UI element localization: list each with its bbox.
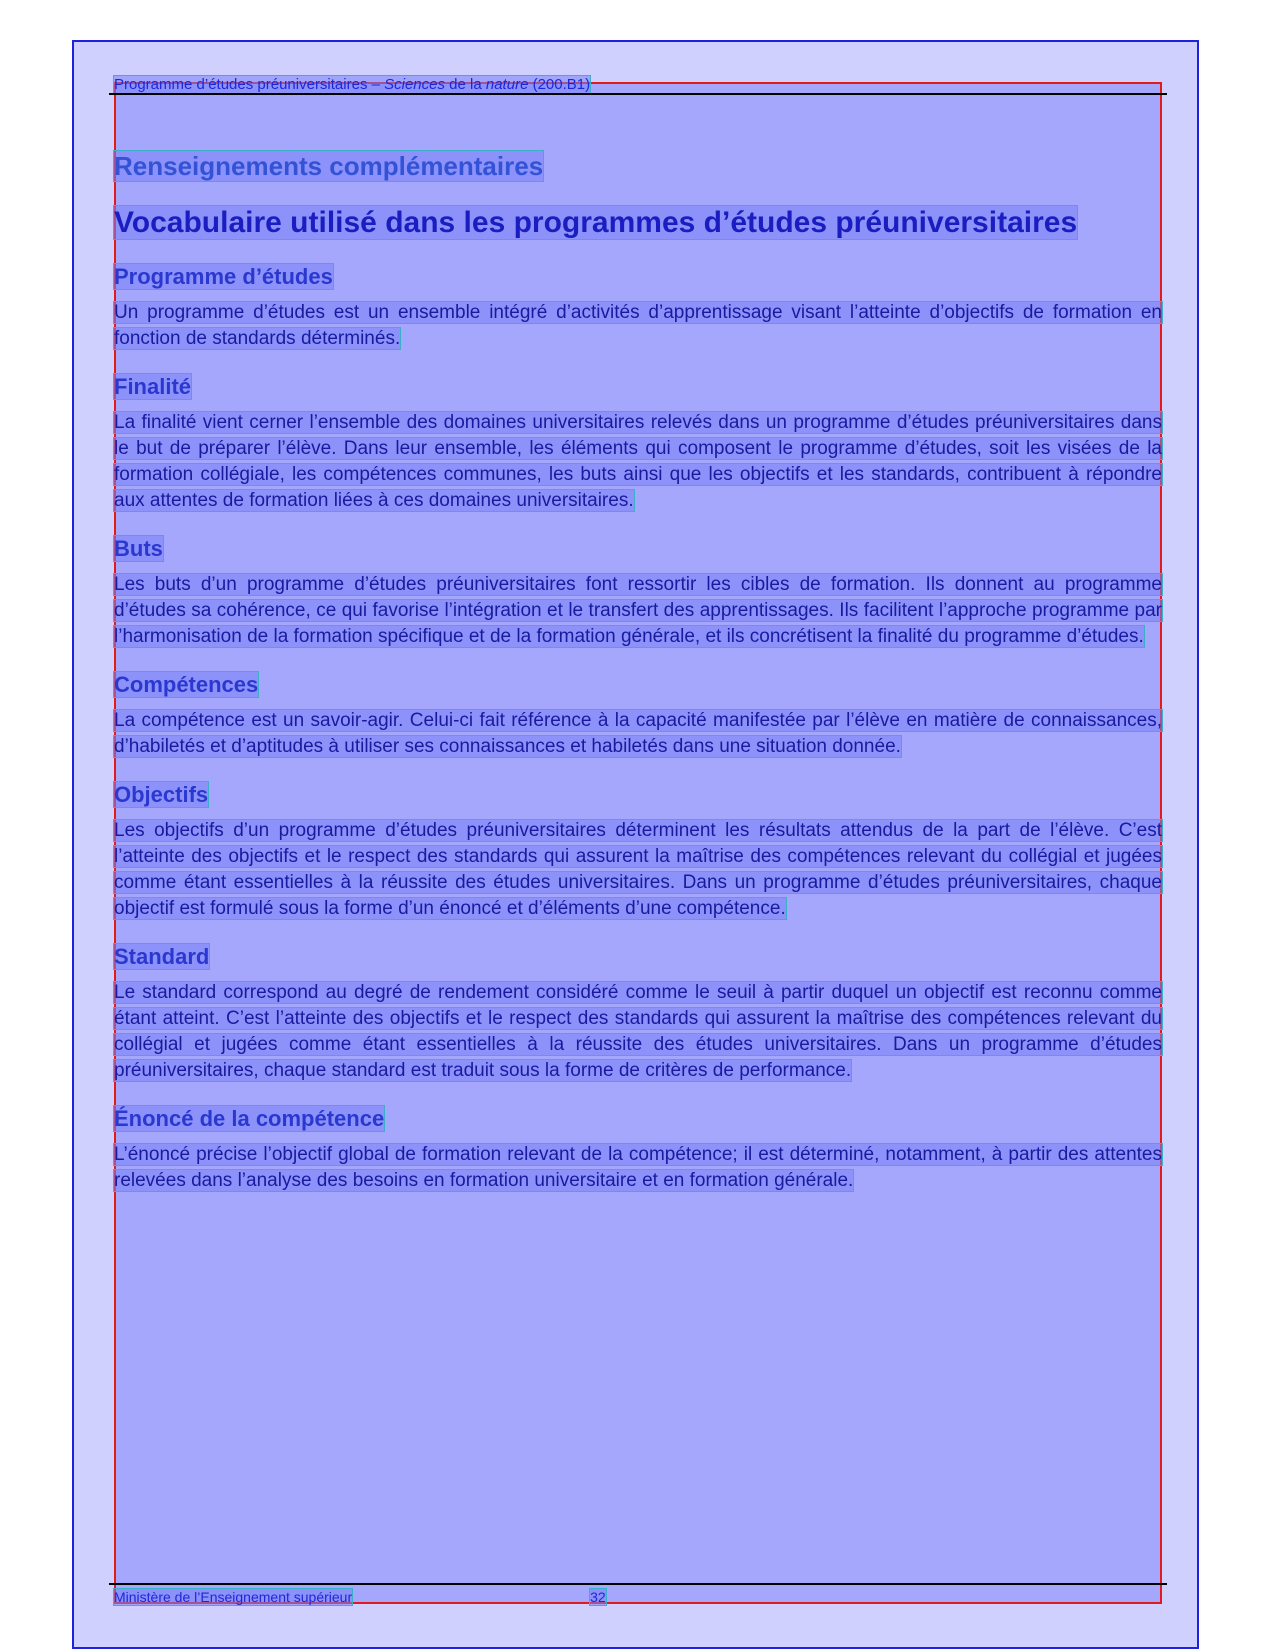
- paragraph-finalite: [114, 410, 1162, 514]
- header-suffix: (200.B1): [528, 76, 591, 93]
- header-middle: de la: [445, 76, 486, 93]
- paragraph-buts: [114, 572, 1162, 650]
- paragraph-standard-text: Le standard correspond au degré de rendement considéré comme le seuil à partir duquel un objectif est reconnu comme étant atteint. C’est l’atteinte des objectifs et le respect des standards qui assurent la maîtrise des compétences relevant du collégial et jugées comme étant essentielles à la réussite des études universitaires. Dans un programme d’études préuniversitaires, chaque standard est traduit sous la forme de critères de performance.: [114, 982, 1162, 1081]
- heading-standard: [114, 944, 1162, 970]
- paragraph-objectifs: [114, 818, 1162, 922]
- running-footer: [114, 1589, 606, 1605]
- paragraph-buts-text: Les buts d’un programme d’études préuniversitaires font ressortir les cibles de formation. Ils donnent au programme d’études sa cohérence, ce qui favorise l’intégration et le transfert des apprentissages. Ils facilitent l’approche programme par l’harmonisation de la formation spécifique et de la formation générale, et ils concrétisent la finalité du programme d’études.: [114, 574, 1162, 647]
- heading-competences-text: Compétences: [114, 672, 259, 697]
- heading-programme-text: Programme d’études: [114, 264, 333, 289]
- page-number: 32: [590, 1589, 606, 1605]
- paragraph-standard: [114, 980, 1162, 1084]
- paragraph-objectifs-text: Les objectifs d’un programme d’études préuniversitaires déterminent les résultats attendus de la part de l’élève. C’est l’atteinte des objectifs et le respect des standards qui assurent la maîtrise des compétences relevant du collégial et jugées comme étant essentielles à la réussite des études universitaires. Dans un programme d’études préuniversitaires, chaque objectif est formulé sous la forme d’un énoncé et d’éléments d’une compétence.: [114, 820, 1162, 919]
- main-title: [114, 204, 1162, 242]
- header-italic-nature: nature: [485, 76, 529, 93]
- heading-enonce-text: Énoncé de la compétence: [114, 1106, 385, 1131]
- heading-objectifs-text: Objectifs: [114, 782, 209, 807]
- footer-rule: [109, 1583, 1167, 1585]
- header-rule: [109, 93, 1167, 95]
- heading-buts-text: Buts: [114, 536, 163, 561]
- heading-programme: [114, 264, 1162, 290]
- header-italic-sciences: Sciences: [384, 76, 445, 93]
- paragraph-programme-text: Un programme d’études est un ensemble intégré d’activités d’apprentissage visant l’atteinte d’objectifs de formation en fonction de standards déterminés.: [114, 302, 1162, 349]
- paragraph-competences-text: La compétence est un savoir-agir. Celui-ci fait référence à la capacité manifestée par l’élève en matière de connaissances, d’habiletés et d’aptitudes à utiliser ses connaissances et habiletés dans une situation donnée.: [114, 710, 1162, 757]
- footer-ministry: Ministère de l’Enseignement supérieur: [114, 1589, 353, 1605]
- paragraph-programme: [114, 300, 1162, 352]
- main-title-text: Vocabulaire utilisé dans les programmes d’études préuniversitaires: [114, 206, 1078, 239]
- heading-buts: [114, 536, 1162, 562]
- heading-competences: [114, 672, 1162, 698]
- heading-objectifs: [114, 782, 1162, 808]
- document-body: [114, 150, 1162, 1194]
- section-title-text: Renseignements complémentaires: [114, 151, 544, 181]
- heading-finalite-text: Finalité: [114, 374, 192, 399]
- heading-standard-text: Standard: [114, 944, 210, 969]
- heading-finalite: [114, 374, 1162, 400]
- header-prefix: Programme d’études préuniversitaires –: [114, 76, 385, 93]
- heading-enonce: [114, 1106, 1162, 1132]
- section-title: [114, 150, 1162, 182]
- paragraph-enonce-text: L’énoncé précise l’objectif global de formation relevant de la compétence; il est déterminé, notamment, à partir des attentes relevées dans l’analyse des besoins en formation universitaire et en formation générale.: [114, 1144, 1162, 1191]
- paragraph-finalite-text: La finalité vient cerner l’ensemble des domaines universitaires relevés dans un programme d’études préuniversitaires dans le but de préparer l’élève. Dans leur ensemble, les éléments qui composent le programme d’études, soit les visées de la formation collégiale, les compétences communes, les buts ainsi que les objectifs et les standards, contribuent à répondre aux attentes de formation liées à ces domaines universitaires.: [114, 412, 1162, 511]
- paragraph-competences: [114, 708, 1162, 760]
- running-header: [114, 76, 590, 94]
- paragraph-enonce: [114, 1142, 1162, 1194]
